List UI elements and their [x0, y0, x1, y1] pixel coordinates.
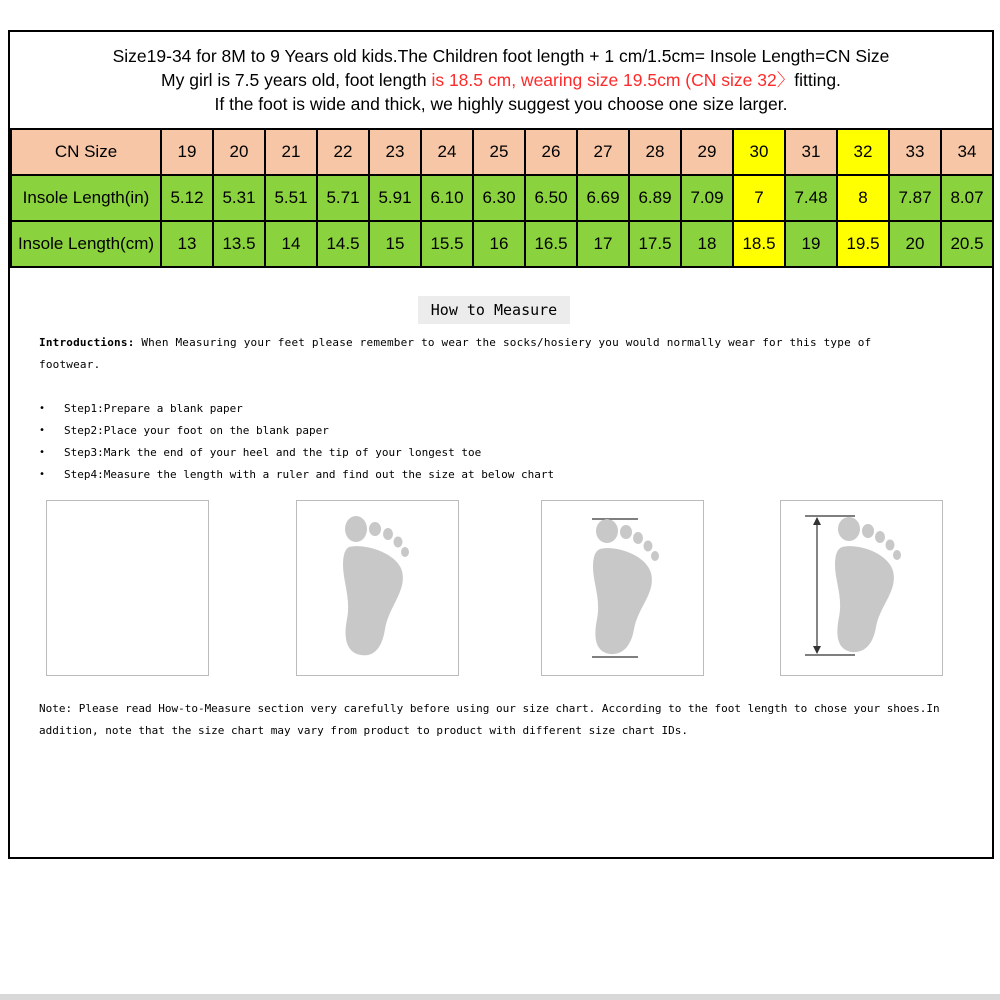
- size-cell: 21: [265, 129, 317, 175]
- size-cell: 28: [629, 129, 681, 175]
- header-line-1: Size19-34 for 8M to 9 Years old kids.The Children foot length + 1 cm/1.5cm= Insole Length=CN Size: [112, 46, 890, 66]
- size-cell: 5.51: [265, 175, 317, 221]
- size-cell: 8: [837, 175, 889, 221]
- size-cell: 33: [889, 129, 941, 175]
- size-cell: 7.09: [681, 175, 733, 221]
- size-table-row: [11, 129, 993, 175]
- size-cell: 5.12: [161, 175, 213, 221]
- size-cell: 7.48: [785, 175, 837, 221]
- size-cell: 6.10: [421, 175, 473, 221]
- size-cell: 19: [161, 129, 213, 175]
- size-cell: 18: [681, 221, 733, 267]
- size-cell: 5.91: [369, 175, 421, 221]
- size-cell: 8.07: [941, 175, 993, 221]
- introductions-text: [39, 332, 919, 376]
- note-text: Note: Please read How-to-Measure section very carefully before using our size chart. According to the foot length to chose your shoes.In addition, note that the size chart may vary from product to product with different size chart IDs.: [39, 702, 940, 737]
- how-to-measure-title: How to Measure: [418, 296, 570, 324]
- step-item: • Step1:Prepare a blank paper: [39, 398, 739, 420]
- size-table: [10, 128, 994, 268]
- size-cell: 6.30: [473, 175, 525, 221]
- size-cell: 31: [785, 129, 837, 175]
- size-cell: 6.69: [577, 175, 629, 221]
- foot-on-paper-illustration: [296, 500, 459, 676]
- header-line-2-end: fitting.: [794, 70, 841, 90]
- size-cell: 23: [369, 129, 421, 175]
- size-cell: 27: [577, 129, 629, 175]
- introductions-label: Introductions:: [39, 336, 135, 349]
- row-header: CN Size: [11, 129, 161, 175]
- size-cell: 20.5: [941, 221, 993, 267]
- size-cell: 20: [213, 129, 265, 175]
- bottom-taskbar-strip: [0, 994, 1000, 1000]
- size-cell: 16: [473, 221, 525, 267]
- header-line-2: [10, 68, 992, 92]
- step-item: • Step3:Mark the end of your heel and the tip of your longest toe: [39, 442, 739, 464]
- size-cell: 5.71: [317, 175, 369, 221]
- size-cell: 34: [941, 129, 993, 175]
- marked-foot-illustration: [541, 500, 704, 676]
- size-cell: 29: [681, 129, 733, 175]
- size-cell: 22: [317, 129, 369, 175]
- size-cell: 19.5: [837, 221, 889, 267]
- size-cell: 6.89: [629, 175, 681, 221]
- size-cell: 7: [733, 175, 785, 221]
- size-cell: 18.5: [733, 221, 785, 267]
- header-line-3: If the foot is wide and thick, we highly suggest you choose one size larger.: [214, 94, 788, 114]
- size-cell: 24: [421, 129, 473, 175]
- size-cell: 16.5: [525, 221, 577, 267]
- size-cell: 17: [577, 221, 629, 267]
- step-item: • Step4:Measure the length with a ruler and find out the size at below chart: [39, 464, 739, 486]
- size-cell: 15.5: [421, 221, 473, 267]
- header-line-2-start: My girl is 7.5 years old, foot length: [161, 70, 432, 90]
- size-cell: 13.5: [213, 221, 265, 267]
- size-cell: 6.50: [525, 175, 577, 221]
- size-cell: 30: [733, 129, 785, 175]
- marked-footprint-icon: [542, 501, 703, 675]
- size-cell: 5.31: [213, 175, 265, 221]
- header-line-2-red: is 18.5 cm, wearing size 19.5cm (CN size 32〉: [431, 70, 795, 90]
- row-header: Insole Length(in): [11, 175, 161, 221]
- size-table-row: [11, 221, 993, 267]
- ruler-footprint-icon: [781, 501, 942, 675]
- header-notes: [10, 32, 992, 128]
- footprint-icon: [297, 501, 458, 675]
- size-cell: 14: [265, 221, 317, 267]
- blank-paper-illustration: [46, 500, 209, 676]
- size-cell: 26: [525, 129, 577, 175]
- introductions-body: When Measuring your feet please remember to wear the socks/hosiery you would normally wear for this type of footwear.: [39, 336, 872, 371]
- size-table-row: [11, 175, 993, 221]
- size-cell: 20: [889, 221, 941, 267]
- size-cell: 15: [369, 221, 421, 267]
- measured-foot-illustration: [780, 500, 943, 676]
- size-cell: 32: [837, 129, 889, 175]
- row-header: Insole Length(cm): [11, 221, 161, 267]
- size-chart-frame: [8, 30, 994, 859]
- size-cell: 25: [473, 129, 525, 175]
- size-cell: 7.87: [889, 175, 941, 221]
- size-cell: 13: [161, 221, 213, 267]
- steps-list: [39, 398, 739, 486]
- size-cell: 19: [785, 221, 837, 267]
- step-item: • Step2:Place your foot on the blank paper: [39, 420, 739, 442]
- size-cell: 14.5: [317, 221, 369, 267]
- size-cell: 17.5: [629, 221, 681, 267]
